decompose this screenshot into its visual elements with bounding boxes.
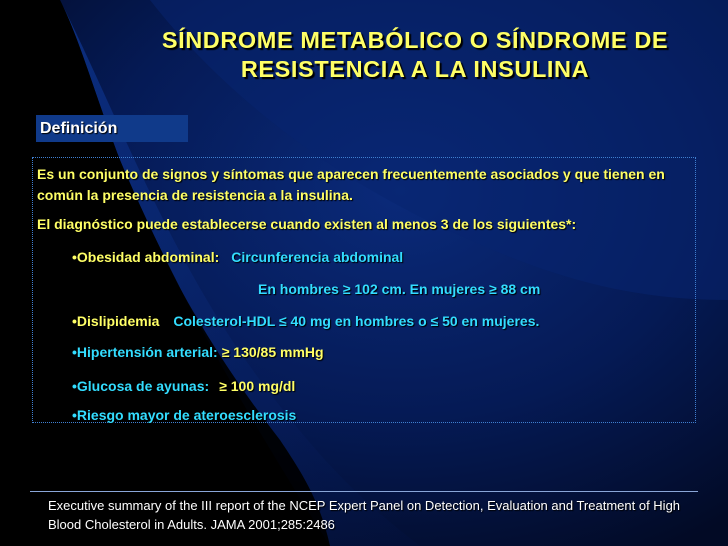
criterion-label: •Glucosa de ayunas: (72, 378, 210, 394)
criterion-label: •Dislipidemia (72, 313, 160, 329)
criterion-label: •Hipertensión arterial: (72, 344, 218, 360)
criterion-label: •Obesidad abdominal: (72, 249, 220, 265)
definition-paragraph: Es un conjunto de signos y síntomas que aparecen frecuentemente asociados y que tienen en común la presencia de resistencia a la insulina. (37, 166, 665, 203)
criterion-value: ≥ 130/85 mmHg (221, 344, 324, 360)
criterion-value: Circunferencia abdominal (231, 249, 404, 265)
slide-title: SÍNDROME METABÓLICO O SÍNDROME DE RESISTENCIA A LA INSULINA (161, 27, 669, 82)
criterion-obesity (72, 248, 403, 266)
footnote-citation: Executive summary of the III report of the NCEP Expert Panel on Detection, Evaluation and Treatment of High Blood Cholesterol in Adults. JAMA 2001;285:2486 (48, 498, 681, 532)
criterion-value: Colesterol-HDL ≤ 40 mg en hombres o ≤ 50 en mujeres. (173, 313, 540, 329)
criterion-atherosclerosis: •Riesgo mayor de ateroesclerosis (72, 407, 297, 423)
footer-divider (30, 491, 698, 492)
section-label: Definición (36, 115, 188, 142)
criterion-hypertension (72, 343, 324, 361)
criterion-obesity-detail: En hombres ≥ 102 cm. En mujeres ≥ 88 cm (258, 281, 541, 297)
criterion-glucose (72, 377, 295, 395)
criterion-dyslipidemia (72, 312, 539, 330)
diagnosis-paragraph: El diagnóstico puede establecerse cuando existen al menos 3 de los siguientes*: (37, 216, 577, 232)
criterion-value: ≥ 100 mg/dl (219, 378, 296, 394)
